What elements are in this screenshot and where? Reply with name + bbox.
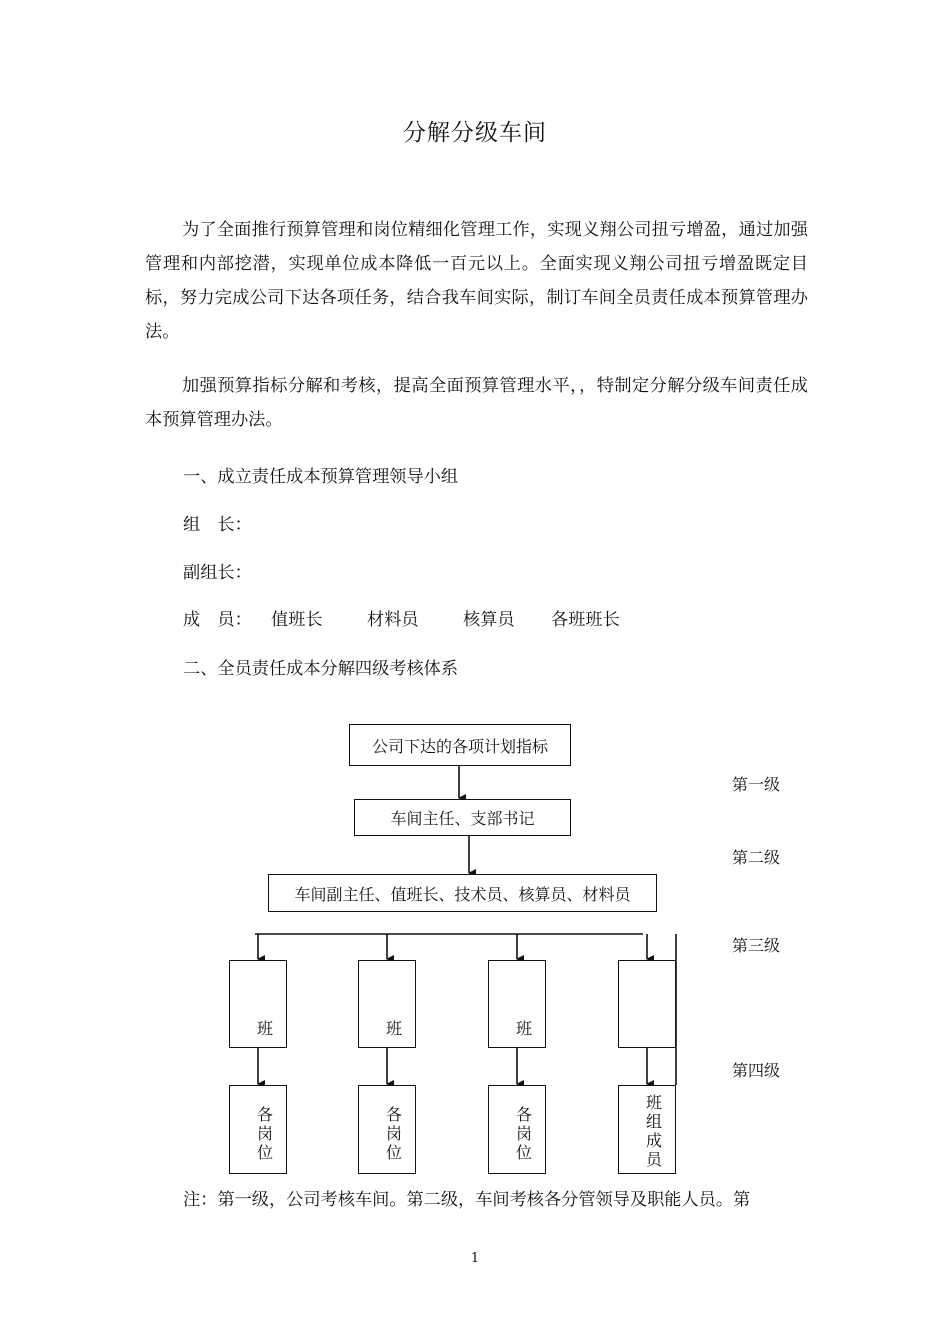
member-label: 班组成员 [645, 1093, 662, 1169]
paragraph-purpose: 加强预算指标分解和考核，提高全面预算管理水平，，特制定分解分级车间责任成本预算管理办法。 [145, 376, 808, 430]
page-number: 1 [470, 1251, 480, 1266]
member-item: 材料员 [367, 610, 419, 630]
box-company-targets: 公司下达的各项计划指标 [349, 724, 571, 766]
deputy-line: 副组长： [183, 563, 252, 583]
member-item: 值班长 [271, 610, 323, 630]
team-label: 班 [515, 1019, 532, 1038]
section2-heading: 二、全员责任成本分解四级考核体系 [183, 659, 459, 679]
box-team-members [618, 1085, 676, 1174]
team-label: 班 [385, 1019, 402, 1038]
post-label: 各岗位 [515, 1105, 532, 1162]
note-text: 注：第一级，公司考核车间。第二级，车间考核各分管领导及职能人员。第 [183, 1190, 751, 1210]
paragraph-intro: 为了全面推行预算管理和岗位精细化管理工作，实现义翔公司扭亏增盈，通过加强管理和内部挖潜，实现单位成本降低一百元以上。全面实现义翔公司扭亏增盈既定目标，努力完成公司下达各项任务，结合我车间实际，制订车间全员责任成本预算管理办法。 [145, 220, 808, 342]
member-item: 核算员 [463, 610, 515, 630]
box-team-4 [618, 960, 676, 1048]
level-4-label: 第四级 [732, 1061, 781, 1080]
leader-line: 组 长： [183, 515, 252, 535]
box-team-2 [358, 960, 416, 1048]
members-label: 成 员： [183, 610, 252, 630]
level-2-label: 第二级 [732, 848, 781, 867]
page-title: 分解分级车间 [403, 120, 547, 146]
level-3-label: 第三级 [732, 936, 781, 955]
member-item: 各班班长 [551, 610, 620, 630]
box-post-1 [229, 1085, 287, 1174]
box-post-3 [488, 1085, 546, 1174]
box-workshop-director: 车间主任、支部书记 [354, 799, 571, 836]
section1-heading: 一、成立责任成本预算管理领导小组 [183, 467, 459, 487]
box-team-1 [229, 960, 287, 1048]
box-post-2 [358, 1085, 416, 1174]
box-workshop-staff: 车间副主任、值班长、技术员、核算员、材料员 [268, 874, 657, 912]
post-label: 各岗位 [256, 1105, 273, 1162]
level-1-label: 第一级 [732, 775, 781, 794]
team-label: 班 [256, 1019, 273, 1038]
post-label: 各岗位 [385, 1105, 402, 1162]
box-team-3 [488, 960, 546, 1048]
